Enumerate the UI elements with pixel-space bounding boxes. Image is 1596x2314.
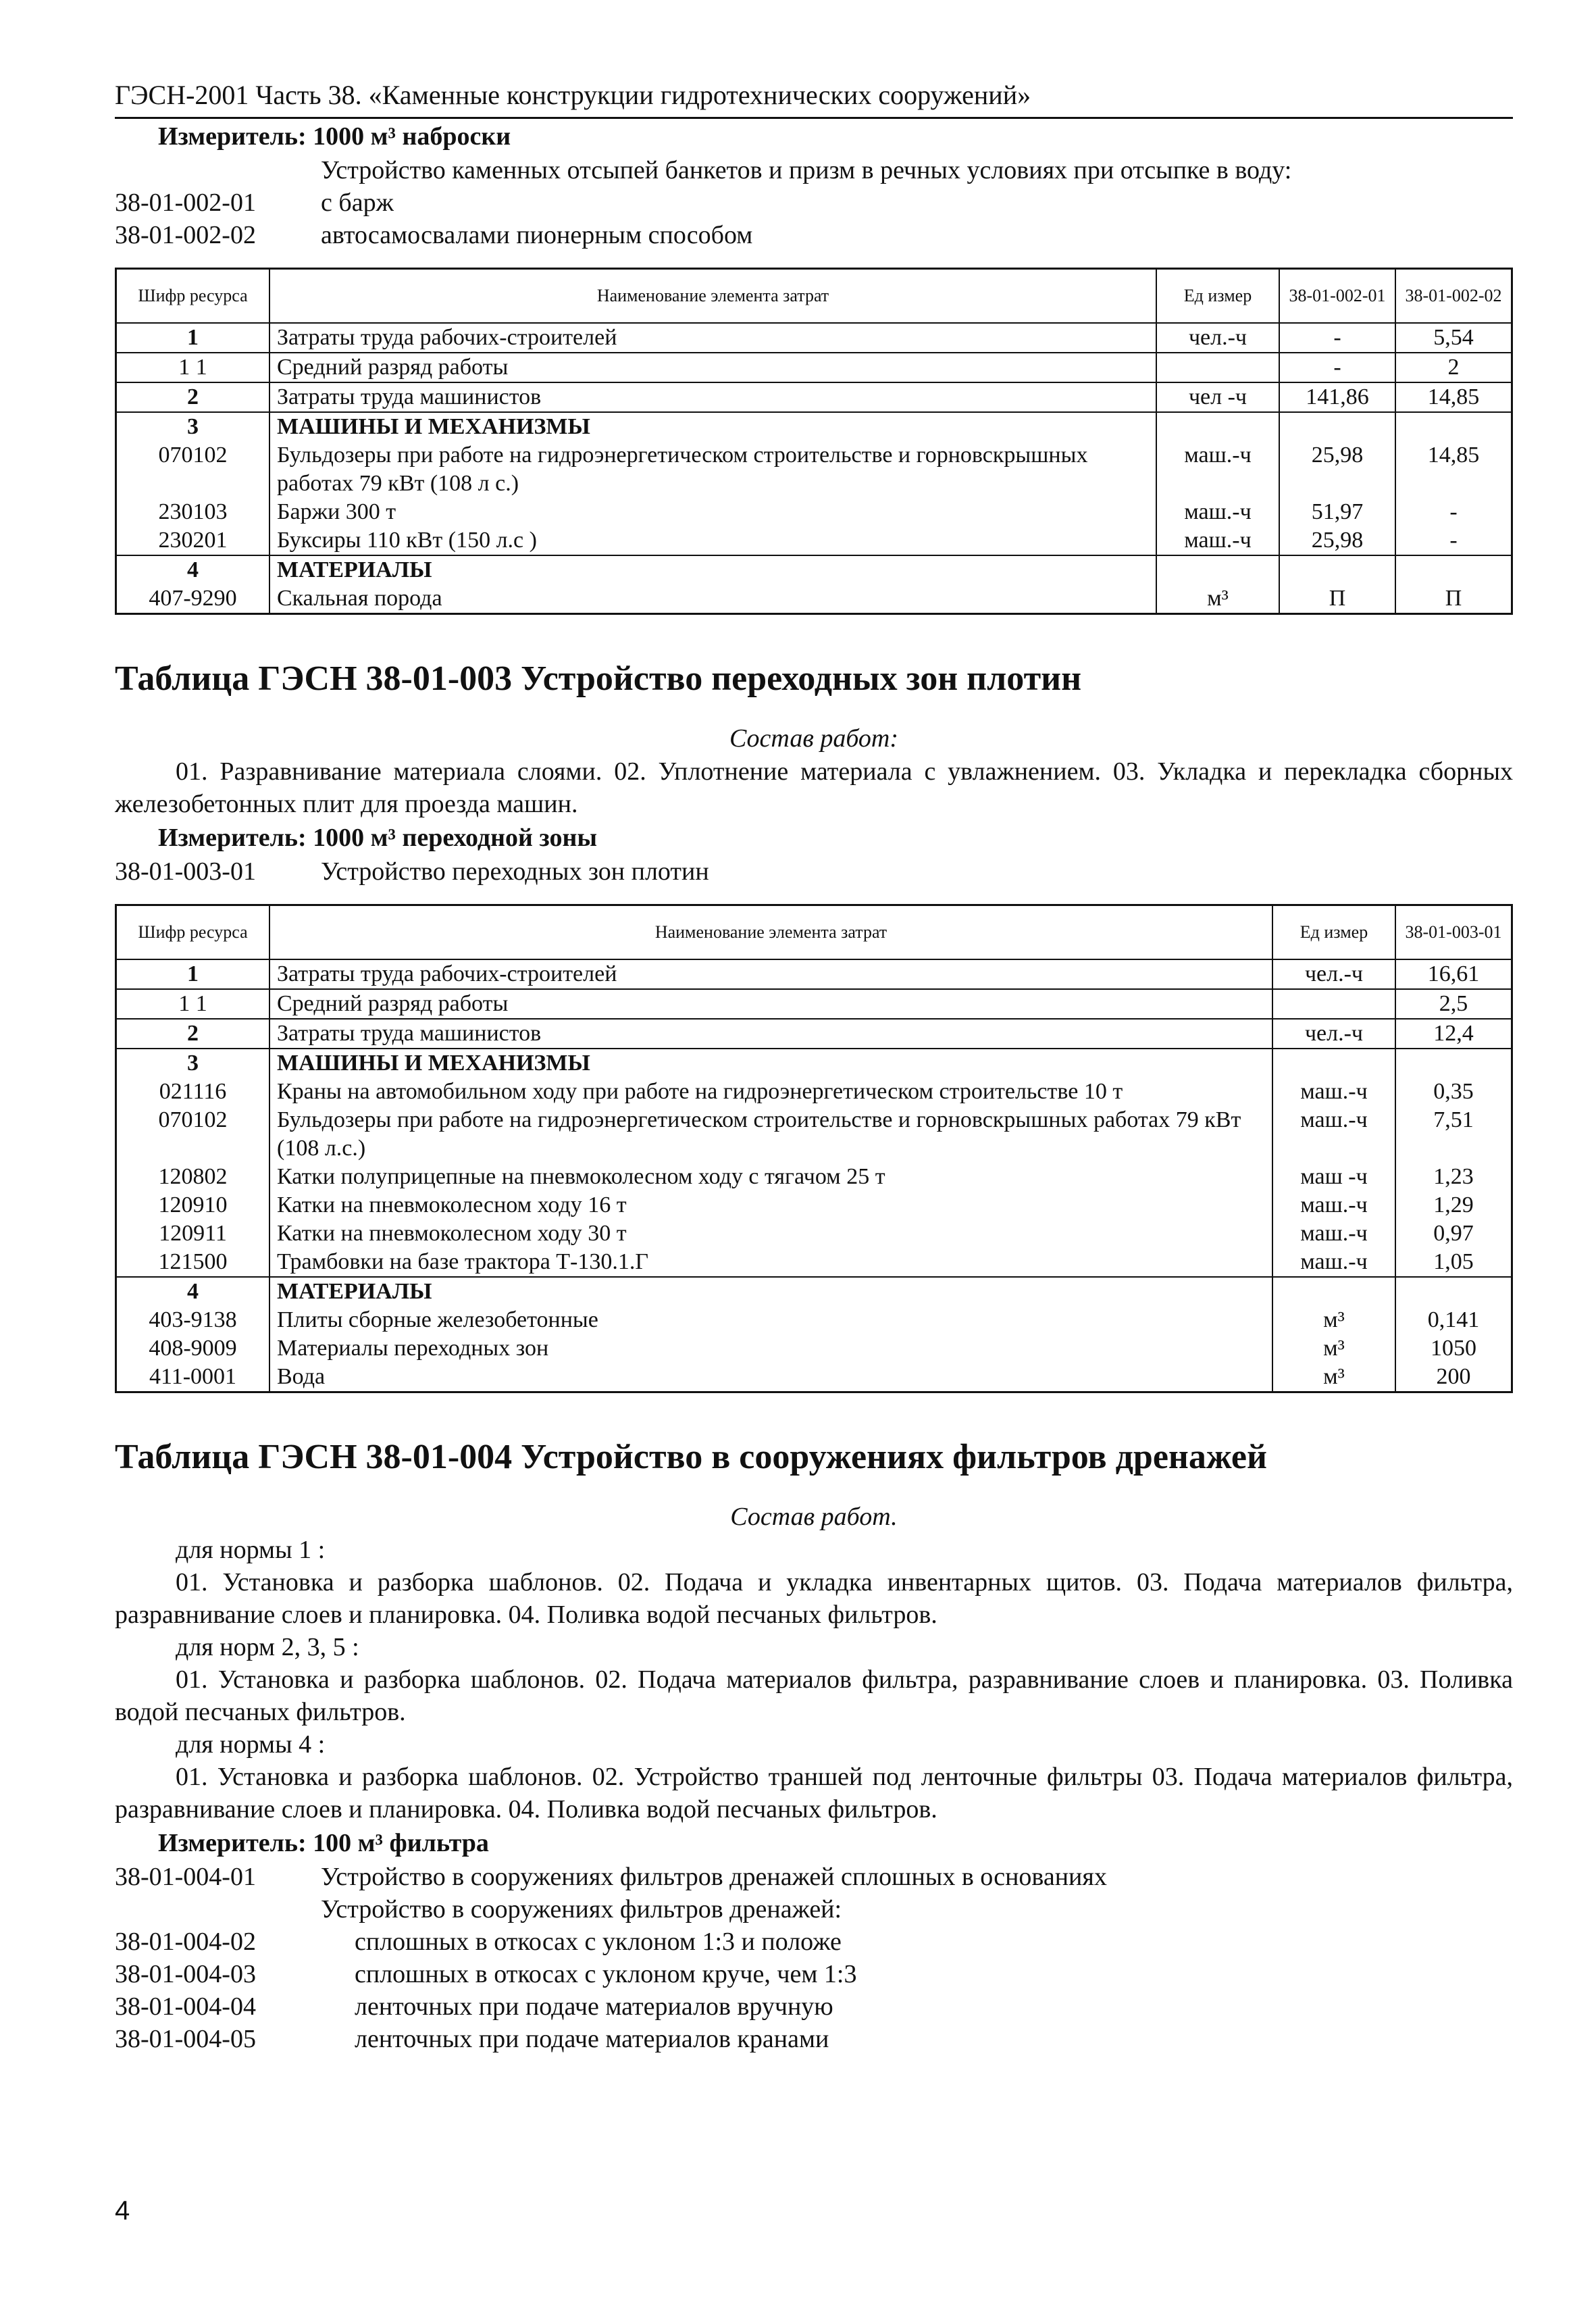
measure-unit-1: Измеритель: 1000 м³ наброски bbox=[158, 122, 511, 151]
measure-unit-3: Измеритель: 100 м³ фильтра bbox=[158, 1829, 489, 1857]
cell-code: 1 bbox=[116, 323, 270, 353]
norm-group-label: для нормы 1 : bbox=[176, 1536, 326, 1564]
cell-unit: маш.-ч bbox=[1272, 1248, 1395, 1277]
table-row bbox=[116, 412, 1512, 441]
cell-unit: чел.-ч bbox=[1156, 323, 1279, 353]
table-row bbox=[116, 498, 1512, 526]
cell-name: Буксиры 110 кВт (150 л.с ) bbox=[269, 526, 1156, 555]
cell-unit: маш.-ч bbox=[1156, 441, 1279, 498]
cell-code: 407-9290 bbox=[116, 584, 270, 614]
cell-name: Трамбовки на базе трактора Т-130.1.Г bbox=[269, 1248, 1272, 1277]
cell-unit: маш.-ч bbox=[1272, 1078, 1395, 1106]
cell-unit: маш.-ч bbox=[1272, 1191, 1395, 1219]
cell-code: 2 bbox=[116, 1019, 270, 1049]
norm-text: автосамосвалами пионерным способом bbox=[321, 221, 753, 249]
table-row bbox=[116, 1363, 1512, 1392]
cell-name: Материалы переходных зон bbox=[269, 1334, 1272, 1363]
norm-text: Устройство переходных зон плотин bbox=[321, 857, 709, 886]
col-header-name: Наименование элемента затрат bbox=[269, 905, 1272, 960]
cell-value: 2 bbox=[1395, 353, 1512, 382]
cell-value: 0,35 bbox=[1395, 1078, 1512, 1106]
table-row bbox=[116, 526, 1512, 555]
composition-label: Состав работ. bbox=[730, 1503, 898, 1531]
norm-line bbox=[115, 855, 1513, 888]
cell-name: МАТЕРИАЛЫ bbox=[269, 555, 1156, 584]
cell-code: 1 1 bbox=[116, 989, 270, 1019]
table-row bbox=[116, 959, 1512, 989]
cell-code: 403-9138 bbox=[116, 1306, 270, 1334]
norm-group-label: для нормы 4 : bbox=[176, 1730, 326, 1759]
cell-value: 7,51 bbox=[1395, 1106, 1512, 1163]
norm-line bbox=[115, 1990, 1513, 2023]
norm-line bbox=[115, 2023, 1513, 2055]
table-header-row bbox=[116, 269, 1512, 324]
cell-unit: маш.-ч bbox=[1156, 498, 1279, 526]
cell-value: 14,85 bbox=[1395, 382, 1512, 412]
col-header-unit: Ед измер bbox=[1156, 269, 1279, 324]
cell-name: Вода bbox=[269, 1363, 1272, 1392]
cell-value bbox=[1395, 1049, 1512, 1078]
cell-value: 1,05 bbox=[1395, 1248, 1512, 1277]
col-header-norm2: 38-01-002-02 bbox=[1395, 269, 1512, 324]
cell-unit: чел.-ч bbox=[1272, 1019, 1395, 1049]
norm-code: 38-01-004-05 bbox=[115, 2025, 256, 2053]
cell-value: 16,61 bbox=[1395, 959, 1512, 989]
cell-unit bbox=[1156, 555, 1279, 584]
cell-name: МАШИНЫ И МЕХАНИЗМЫ bbox=[269, 1049, 1272, 1078]
norm-line bbox=[115, 1958, 1513, 1990]
cell-code: 411-0001 bbox=[116, 1363, 270, 1392]
norm-line bbox=[115, 219, 1513, 251]
cell-value: П bbox=[1395, 584, 1512, 614]
cell-value: 1,23 bbox=[1395, 1163, 1512, 1191]
table-row bbox=[116, 323, 1512, 353]
subintro: Устройство в сооружениях фильтров дренажей: bbox=[321, 1895, 842, 1923]
cell-value: 5,54 bbox=[1395, 323, 1512, 353]
cell-name: Скальная порода bbox=[269, 584, 1156, 614]
cell-value: - bbox=[1395, 526, 1512, 555]
cell-name: Катки на пневмоколесном ходу 16 т bbox=[269, 1191, 1272, 1219]
norm-text: сплошных в откосах с уклоном круче, чем 1:3 bbox=[355, 1960, 857, 1988]
running-header: ГЭСН-2001 Часть 38. «Каменные конструкции гидротехнических сооружений» bbox=[115, 78, 1513, 119]
section-title-38-01-004: Таблица ГЭСН 38-01-004 Устройство в сооружениях фильтров дренажей bbox=[115, 1438, 1267, 1476]
cell-code: 1 bbox=[116, 959, 270, 989]
cell-value: 1050 bbox=[1395, 1334, 1512, 1363]
cell-code: 070102 bbox=[116, 441, 270, 498]
norm-text: Устройство в сооружениях фильтров дренажей сплошных в основаниях bbox=[321, 1863, 1107, 1891]
table-row bbox=[116, 1191, 1512, 1219]
cell-code: 4 bbox=[116, 1277, 270, 1306]
composition-text: 01. Установка и разборка шаблонов. 02. Устройство траншей под ленточные фильтры 03. Подача материалов фильтра, разравнивание слоев и планировка. 04. Поливка водой песчаных фильтров. bbox=[115, 1763, 1513, 1823]
page-number: 4 bbox=[115, 2196, 130, 2225]
table-row bbox=[116, 555, 1512, 584]
cell-name: МАТЕРИАЛЫ bbox=[269, 1277, 1272, 1306]
norm-group-label: для норм 2, 3, 5 : bbox=[176, 1633, 359, 1661]
cell-unit: м³ bbox=[1272, 1306, 1395, 1334]
cell-unit: чел -ч bbox=[1156, 382, 1279, 412]
cell-value: 0,97 bbox=[1395, 1219, 1512, 1248]
col-header-name: Наименование элемента затрат bbox=[269, 269, 1156, 324]
table-row bbox=[116, 382, 1512, 412]
table-row bbox=[116, 1019, 1512, 1049]
norm-text: ленточных при подаче материалов вручную bbox=[355, 1992, 833, 2021]
table-header-row bbox=[116, 905, 1512, 960]
norm-code: 38-01-004-04 bbox=[115, 1992, 256, 2021]
cell-name: Баржи 300 т bbox=[269, 498, 1156, 526]
cell-name: Затраты труда машинистов bbox=[269, 382, 1156, 412]
cell-name: Бульдозеры при работе на гидроэнергетическом строительстве и горновскрышных работах 79 кВт (108 л.с.) bbox=[269, 1106, 1272, 1163]
col-header-norm1: 38-01-002-01 bbox=[1279, 269, 1395, 324]
norm-line bbox=[115, 1926, 1513, 1958]
cell-value: 14,85 bbox=[1395, 441, 1512, 498]
cell-value bbox=[1395, 555, 1512, 584]
measure-unit-2: Измеритель: 1000 м³ переходной зоны bbox=[158, 824, 598, 852]
cell-value: 51,97 bbox=[1279, 498, 1395, 526]
cell-value: 1,29 bbox=[1395, 1191, 1512, 1219]
cell-unit: м³ bbox=[1156, 584, 1279, 614]
cell-value: 0,141 bbox=[1395, 1306, 1512, 1334]
cell-unit: маш.-ч bbox=[1156, 526, 1279, 555]
table-row bbox=[116, 1248, 1512, 1277]
cell-code: 021116 bbox=[116, 1078, 270, 1106]
cell-name: Затраты труда машинистов bbox=[269, 1019, 1272, 1049]
norm-code: 38-01-004-03 bbox=[115, 1960, 256, 1988]
cell-code: 4 bbox=[116, 555, 270, 584]
table-row bbox=[116, 1334, 1512, 1363]
section-title-38-01-003: Таблица ГЭСН 38-01-003 Устройство переходных зон плотин bbox=[115, 659, 1082, 698]
table-row bbox=[116, 1277, 1512, 1306]
cell-name: Затраты труда рабочих-строителей bbox=[269, 323, 1156, 353]
table-row bbox=[116, 584, 1512, 614]
cell-code: 3 bbox=[116, 412, 270, 441]
cell-name: Бульдозеры при работе на гидроэнергетическом строительстве и горновскрышных работах 79 кВт (108 л с.) bbox=[269, 441, 1156, 498]
cell-value: - bbox=[1279, 323, 1395, 353]
cell-code: 120910 bbox=[116, 1191, 270, 1219]
cell-code: 3 bbox=[116, 1049, 270, 1078]
cell-name: МАШИНЫ И МЕХАНИЗМЫ bbox=[269, 412, 1156, 441]
cell-code: 1 1 bbox=[116, 353, 270, 382]
table-row bbox=[116, 1163, 1512, 1191]
cell-code: 070102 bbox=[116, 1106, 270, 1163]
cell-value bbox=[1279, 555, 1395, 584]
cell-unit: маш -ч bbox=[1272, 1163, 1395, 1191]
cell-value: 25,98 bbox=[1279, 441, 1395, 498]
table-row bbox=[116, 1219, 1512, 1248]
cell-name: Катки на пневмоколесном ходу 30 т bbox=[269, 1219, 1272, 1248]
norm-code: 38-01-004-02 bbox=[115, 1928, 256, 1956]
norm-code: 38-01-003-01 bbox=[115, 857, 256, 886]
cell-code: 230103 bbox=[116, 498, 270, 526]
cell-code: 230201 bbox=[116, 526, 270, 555]
composition-text: 01. Разравнивание материала слоями. 02. Уплотнение материала с увлажнением. 03. Укладка и перекладка сборных железобетонных плит для проезда машин. bbox=[115, 757, 1513, 818]
table-row bbox=[116, 1078, 1512, 1106]
norm-text: сплошных в откосах с уклоном 1:3 и положе bbox=[355, 1928, 842, 1956]
cell-unit: маш.-ч bbox=[1272, 1219, 1395, 1248]
cell-code: 408-9009 bbox=[116, 1334, 270, 1363]
composition-text: 01. Установка и разборка шаблонов. 02. Подача и укладка инвентарных щитов. 03. Подача материалов фильтра, разравнивание слоев и планировка. 04. Поливка водой песчаных фильтров. bbox=[115, 1568, 1513, 1629]
cell-value: 12,4 bbox=[1395, 1019, 1512, 1049]
cell-name: Средний разряд работы bbox=[269, 989, 1272, 1019]
table-row bbox=[116, 1306, 1512, 1334]
cell-name: Катки полуприцепные на пневмоколесном ходу с тягачом 25 т bbox=[269, 1163, 1272, 1191]
cell-value: 2,5 bbox=[1395, 989, 1512, 1019]
cell-name: Краны на автомобильном ходу при работе на гидроэнергетическом строительстве 10 т bbox=[269, 1078, 1272, 1106]
norm-line bbox=[115, 1861, 1513, 1893]
cell-unit: маш.-ч bbox=[1272, 1106, 1395, 1163]
cell-name: Средний разряд работы bbox=[269, 353, 1156, 382]
cell-unit bbox=[1156, 353, 1279, 382]
norm-code: 38-01-004-01 bbox=[115, 1863, 256, 1891]
col-header-code: Шифр ресурса bbox=[116, 269, 270, 324]
cell-code: 120802 bbox=[116, 1163, 270, 1191]
cell-value bbox=[1395, 412, 1512, 441]
cell-name: Затраты труда рабочих-строителей bbox=[269, 959, 1272, 989]
cell-value: - bbox=[1395, 498, 1512, 526]
cell-value: 25,98 bbox=[1279, 526, 1395, 555]
cell-unit bbox=[1272, 1049, 1395, 1078]
table-row bbox=[116, 1049, 1512, 1078]
norm-line bbox=[115, 186, 1513, 219]
col-header-unit: Ед измер bbox=[1272, 905, 1395, 960]
resource-table-1 bbox=[115, 268, 1513, 615]
norm-code: 38-01-002-02 bbox=[115, 221, 256, 249]
col-header-code: Шифр ресурса bbox=[116, 905, 270, 960]
cell-unit: м³ bbox=[1272, 1363, 1395, 1392]
cell-code: 2 bbox=[116, 382, 270, 412]
col-header-norm1: 38-01-003-01 bbox=[1395, 905, 1512, 960]
composition-text: 01. Установка и разборка шаблонов. 02. Подача материалов фильтра, разравнивание слоев и планировка. 03. Поливка водой песчаных фильтров. bbox=[115, 1665, 1513, 1726]
document-page bbox=[115, 78, 1513, 2055]
table-row bbox=[116, 441, 1512, 498]
table-row bbox=[116, 1106, 1512, 1163]
cell-unit bbox=[1272, 1277, 1395, 1306]
table-row bbox=[116, 989, 1512, 1019]
block1-intro: Устройство каменных отсыпей банкетов и призм в речных условиях при отсыпке в воду: bbox=[321, 156, 1292, 184]
cell-unit: чел.-ч bbox=[1272, 959, 1395, 989]
resource-table-2 bbox=[115, 904, 1513, 1393]
cell-name: Плиты сборные железобетонные bbox=[269, 1306, 1272, 1334]
cell-value: 200 bbox=[1395, 1363, 1512, 1392]
table-row bbox=[116, 353, 1512, 382]
cell-value bbox=[1395, 1277, 1512, 1306]
cell-code: 120911 bbox=[116, 1219, 270, 1248]
cell-value: - bbox=[1279, 353, 1395, 382]
cell-unit bbox=[1272, 989, 1395, 1019]
norm-code: 38-01-002-01 bbox=[115, 188, 256, 217]
cell-value: 141,86 bbox=[1279, 382, 1395, 412]
composition-label: Состав работ: bbox=[729, 724, 899, 753]
cell-value bbox=[1279, 412, 1395, 441]
norm-text: с барж bbox=[321, 188, 394, 217]
cell-unit bbox=[1156, 412, 1279, 441]
norm-text: ленточных при подаче материалов кранами bbox=[355, 2025, 829, 2053]
cell-value: П bbox=[1279, 584, 1395, 614]
cell-code: 121500 bbox=[116, 1248, 270, 1277]
cell-unit: м³ bbox=[1272, 1334, 1395, 1363]
